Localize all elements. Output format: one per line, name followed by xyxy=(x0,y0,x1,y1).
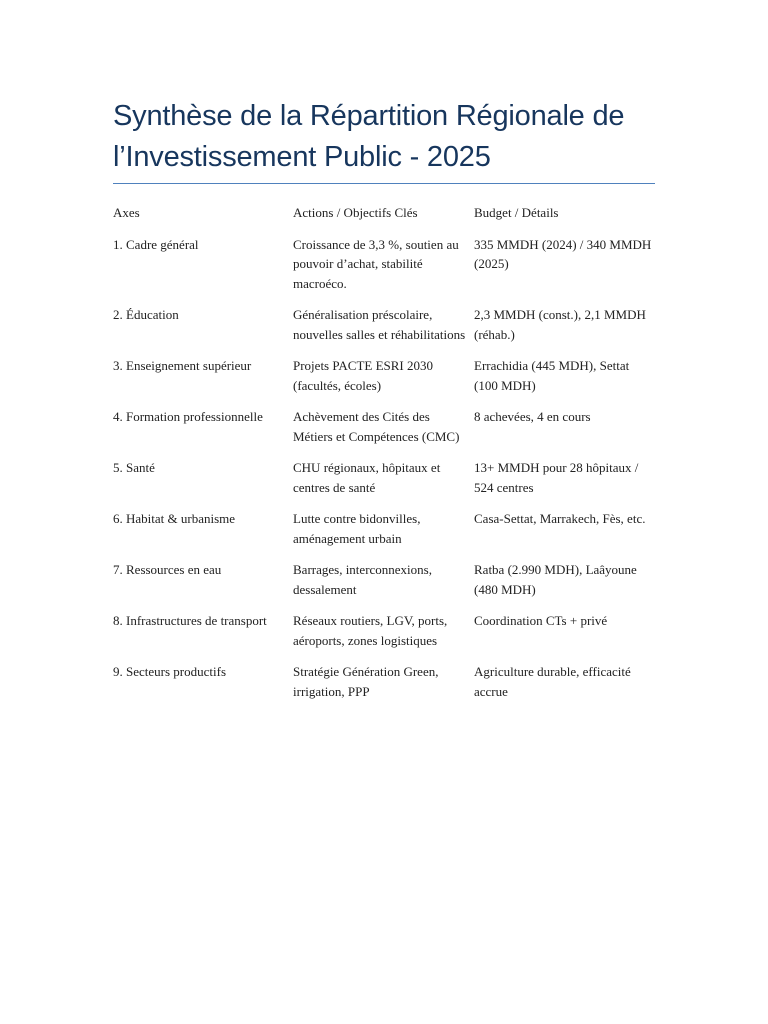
actions-cell: Généralisation préscolaire, nouvelles salles et réhabilitations xyxy=(293,307,466,342)
budget-cell: Errachidia (445 MDH), Settat (100 MDH) xyxy=(474,358,630,393)
budget-cell: Ratba (2.990 MDH), Laâyoune (480 MDH) xyxy=(474,562,637,597)
table-header-row xyxy=(113,203,655,223)
axis-cell: 9. Secteurs productifs xyxy=(113,664,227,679)
table-row xyxy=(113,611,655,650)
actions-cell: Barrages, interconnexions, dessalement xyxy=(293,562,432,597)
axis-cell: 3. Enseignement supérieur xyxy=(113,358,252,373)
table-row xyxy=(113,356,655,395)
header-budget: Budget / Détails xyxy=(474,205,559,220)
budget-cell: Casa-Settat, Marrakech, Fès, etc. xyxy=(474,511,646,526)
actions-cell: Croissance de 3,3 %, soutien au pouvoir d’achat, stabilité macroéco. xyxy=(293,236,459,291)
budget-cell: 8 achevées, 4 en cours xyxy=(474,409,591,424)
header-actions: Actions / Objectifs Clés xyxy=(293,205,418,220)
actions-cell: Stratégie Génération Green, irrigation, PPP xyxy=(293,664,439,699)
axis-cell: 1. Cadre général xyxy=(113,236,199,252)
axis-cell: 5. Santé xyxy=(113,460,155,475)
budget-cell: 335 MMDH (2024) / 340 MMDH (2025) xyxy=(474,236,652,271)
document-title: Synthèse de la Répartition Régionale de l’Investissement Public - 2025 xyxy=(113,100,625,173)
budget-cell: 2,3 MMDH (const.), 2,1 MMDH (réhab.) xyxy=(474,307,646,342)
budget-cell: 13+ MMDH pour 28 hôpitaux / 524 centres xyxy=(474,460,639,495)
budget-cell: Coordination CTs + privé xyxy=(474,613,608,628)
actions-cell: Achèvement des Cités des Métiers et Compétences (CMC) xyxy=(293,409,460,444)
axis-cell: 2. Éducation xyxy=(113,307,179,322)
table-row xyxy=(113,407,655,446)
axis-cell: 7. Ressources en eau xyxy=(113,562,222,577)
table-row xyxy=(113,560,655,599)
header-axes: Axes xyxy=(113,205,140,220)
axis-cell: 4. Formation professionnelle xyxy=(113,409,263,424)
document-page xyxy=(113,96,655,713)
axis-cell: 8. Infrastructures de transport xyxy=(113,613,267,628)
table-row xyxy=(113,305,655,344)
actions-cell: CHU régionaux, hôpitaux et centres de santé xyxy=(293,460,441,495)
budget-cell: Agriculture durable, efficacité accrue xyxy=(474,664,631,699)
actions-cell: Lutte contre bidonvilles, aménagement urbain xyxy=(293,511,421,546)
table-row xyxy=(113,662,655,701)
table-row xyxy=(113,235,655,294)
actions-cell: Réseaux routiers, LGV, ports, aéroports, zones logistiques xyxy=(293,613,448,648)
title-underline xyxy=(113,183,655,184)
table-row xyxy=(113,458,655,497)
axis-cell: 6. Habitat & urbanisme xyxy=(113,511,236,526)
investment-table xyxy=(113,203,655,701)
actions-cell: Projets PACTE ESRI 2030 (facultés, écoles) xyxy=(293,358,434,393)
table-row xyxy=(113,509,655,548)
